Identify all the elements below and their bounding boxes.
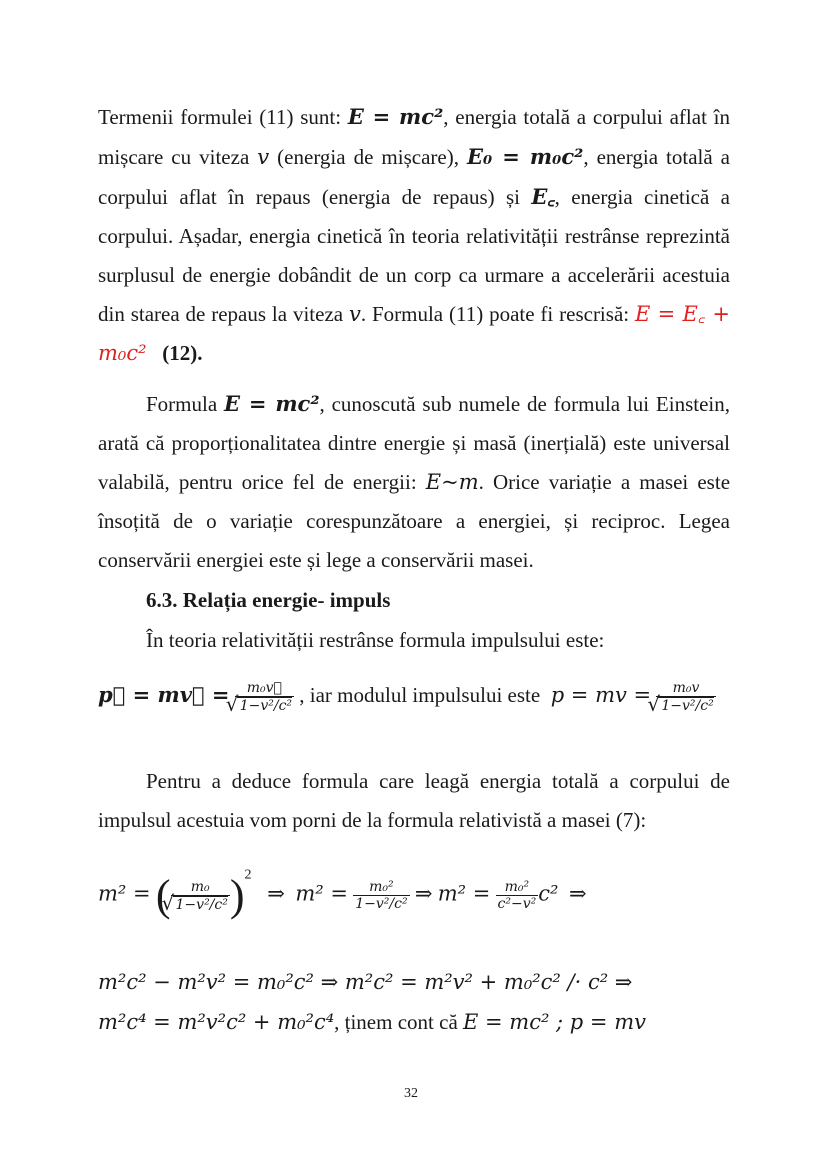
text-span: , energia cinetică a corpului. Așadar, energia cinetică în teoria relativității restrânse reprezintă surplusul de energie dobândit de un corp ca urmare a accelerării acestuia din starea de repaus la viteza — [98, 185, 730, 326]
text-span: . Formula (11) poate fi rescrisă: — [360, 302, 635, 326]
formula-mass-squared: m² = — [437, 881, 491, 906]
text-span: Termenii formulei (11) sunt: — [98, 105, 348, 129]
mass-formula-line: m² = ( m₀ √ 1−v²/c² )$^2$ ⇒ m² = $\frac{\text{m₀²}}{\text{1−v²/c²}}$ ⇒ m² = $\frac{\text{m₀²}}{\text{c²−v²}}$ c² ⇒ — [98, 870, 587, 921]
formula-energy-momentum: m²c⁴ = m²v²c² + m₀²c⁴ — [98, 1010, 335, 1034]
fraction-numerator: m₀v — [656, 680, 715, 697]
intro-line: În teoria relativității restrânse formula impulsului este: — [146, 628, 605, 652]
formula-proportionality: E~m — [425, 470, 479, 494]
text-span: , cunoscută sub numele de formula lui Einstein, arată că proporționalitatea dintre energie și masă (inerțială) este universal valabilă, pentru orice fel de energii: — [98, 392, 730, 494]
fraction-denominator: √ 1−v²/c² — [237, 697, 292, 714]
formula-definitions: E = mc² ; p = mv — [463, 1010, 646, 1034]
factor-c-squared: c² — [538, 881, 559, 906]
text-span: , iar modulul impulsului este — [299, 682, 541, 707]
formula-mass-squared: m² = — [295, 881, 348, 906]
paragraph-einstein-formula — [98, 384, 730, 580]
section-heading: 6.3. Relația energie- impuls — [146, 588, 391, 612]
formula-mass-squared: m² = — [98, 881, 151, 906]
equation-line-2 — [98, 1010, 646, 1035]
fraction-denominator: c²−v² — [497, 896, 537, 912]
text-span: Formula — [146, 392, 224, 416]
fraction-denominator: √ 1−v²/c² — [173, 896, 228, 913]
mass-fraction — [171, 879, 230, 913]
equation-line-1: m²c² − m²v² = m₀²c² ⇒ m²c² = m²v² + m₀²c² /· c² ⇒ — [98, 970, 633, 994]
text-span: , energia totală a corpului aflat în mișcare cu viteza — [98, 105, 730, 169]
symbol-kinetic-energy: E꜀ — [531, 184, 555, 209]
text-span: . Orice variație a masei este însoțită de o variație corespunzătoare a energiei, și reciproc. Legea conservării energiei este și lege a conservării masei. — [98, 470, 731, 572]
implies-arrow: ⇒ — [414, 881, 433, 906]
fraction-numerator: m₀v⃗ — [235, 680, 294, 697]
exponent: 2 — [244, 867, 252, 883]
momentum-vector-formula: p⃗ = mv⃗ = — [98, 681, 230, 707]
paragraph-deduction: Pentru a deduce formula care leagă energia totală a corpului de impulsul acestuia vom porni de la formula relativistă a masei (7): — [98, 769, 730, 832]
symbol-velocity: v — [257, 145, 270, 169]
mass-fraction-2 — [353, 879, 409, 912]
formula-einstein: E = mc² — [223, 391, 320, 416]
fraction-denominator: √ 1−v²/c² — [658, 697, 713, 714]
momentum-formula-line — [98, 680, 716, 714]
text-span: , energia totală a corpului aflat în repaus (energia de repaus) și — [98, 145, 731, 209]
formula-rest-energy: E₀ = m₀c² — [466, 144, 584, 169]
formula-total-energy: E = mc² — [347, 104, 444, 129]
fraction-numerator: m₀² — [496, 879, 539, 896]
paragraph-energy-terms — [98, 97, 730, 373]
formula-12: E = E꜀ + m₀c² — [98, 302, 730, 365]
fraction-denominator: 1−v²/c² — [355, 896, 408, 912]
text-span: (energia de mișcare), — [269, 145, 467, 169]
fraction-numerator: m₀ — [171, 879, 230, 896]
momentum-modulus-fraction — [656, 680, 715, 714]
momentum-modulus-formula: p = mv = — [550, 682, 652, 707]
fraction-numerator: m₀² — [353, 879, 409, 896]
equation-number: (12). — [162, 341, 203, 365]
implies-arrow: ⇒ — [267, 881, 285, 906]
implies-arrow: ⇒ — [568, 881, 587, 906]
text-span: , ținem cont că — [334, 1010, 464, 1034]
symbol-velocity: v — [348, 302, 361, 326]
mass-fraction-3 — [496, 879, 539, 912]
page-number: 32 — [404, 1086, 418, 1101]
momentum-fraction — [235, 680, 294, 714]
